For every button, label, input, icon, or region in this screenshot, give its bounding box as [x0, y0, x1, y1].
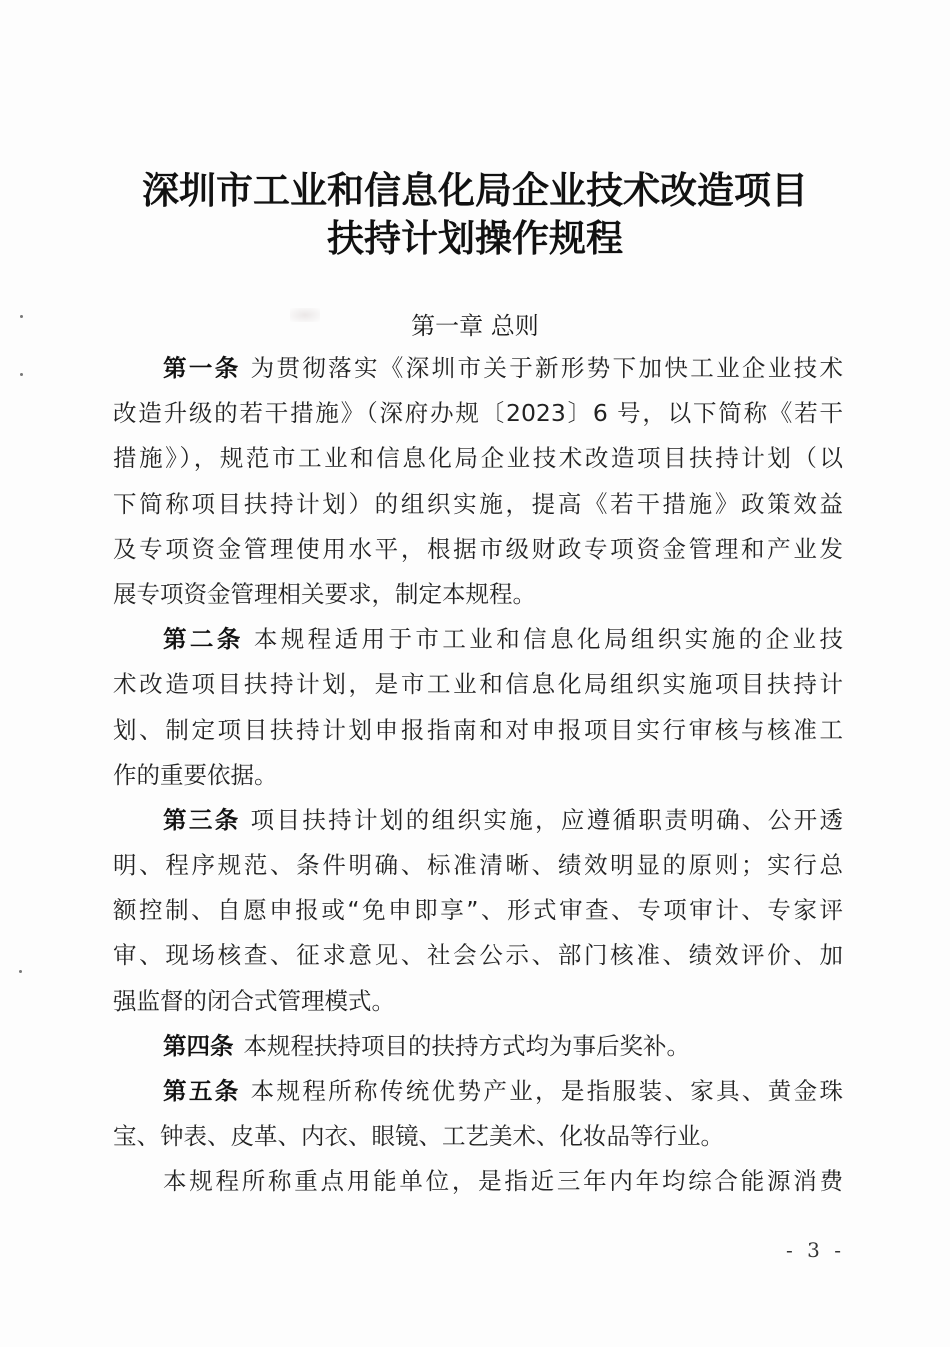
article-4-label: 第四条	[163, 1031, 234, 1060]
article-1-line-2: 改造升级的若干措施》（深府办规〔2023〕6 号，以下简称《若干	[113, 399, 843, 428]
article-1-label: 第一条	[163, 354, 241, 382]
article-1-text: 为贯彻落实《深圳市关于新形势下加快工业企业技术	[250, 354, 844, 382]
article-2-line-1	[113, 617, 843, 662]
article-3-line-1	[113, 798, 843, 843]
article-1-line-5: 及专项资金管理使用水平，根据市级财政专项资金管理和产业发	[113, 534, 843, 563]
article-5-line-1	[113, 1069, 843, 1114]
article-2-line-3: 划、制定项目扶持计划申报指南和对申报项目实行审核与核准工	[113, 715, 843, 744]
article-3-label: 第三条	[163, 805, 241, 834]
article-3-line-4: 审、现场核查、征求意见、社会公示、部门核准、绩效评价、加	[113, 941, 843, 970]
article-4-line-1	[113, 1024, 843, 1069]
article-1-line-4: 下简称项目扶持计划）的组织实施，提高《若干措施》政策效益	[113, 489, 843, 518]
article-3-line-3: 额控制、自愿申报或“免申即享”、形式审查、专项审计、专家评	[113, 896, 843, 925]
page-number: - 3 -	[786, 1238, 845, 1262]
article-5-label: 第五条	[163, 1077, 241, 1105]
chapter-heading: 第一章 总则	[411, 312, 539, 340]
article-3-line-5: 强监督的闭合式管理模式。	[113, 986, 395, 1015]
article-5-text: 本规程所称传统优势产业，是指服装、家具、黄金珠	[250, 1077, 844, 1105]
article-5-line-2: 宝、钟表、皮革、内衣、眼镜、工艺美术、化妆品等行业。	[113, 1122, 724, 1151]
document-title-line-2: 扶持计划操作规程	[327, 216, 623, 260]
article-2-line-2: 术改造项目扶持计划，是市工业和信息化局组织实施项目扶持计	[113, 670, 843, 699]
article-2-line-4: 作的重要依据。	[113, 760, 278, 789]
article-4-text: 本规程扶持项目的扶持方式均为事后奖补。	[243, 1031, 690, 1060]
article-1-line-6: 展专项资金管理相关要求，制定本规程。	[113, 579, 536, 608]
document-body	[113, 346, 843, 1205]
scan-speck	[20, 373, 23, 376]
paragraph-key-energy-units: 本规程所称重点用能单位，是指近三年内年均综合能源消费	[163, 1167, 843, 1196]
article-2-text: 本规程适用于市工业和信息化局组织实施的企业技	[253, 625, 843, 654]
article-2-label: 第二条	[163, 625, 244, 654]
scan-speck	[19, 970, 22, 973]
article-1-line-1	[113, 346, 843, 391]
article-3-line-2: 明、程序规范、条件明确、标准清晰、绩效明显的原则；实行总	[113, 851, 843, 880]
article-3-text: 项目扶持计划的组织实施，应遵循职责明确、公开透	[250, 805, 844, 834]
article-1-line-3: 措施》），规范市工业和信息化局企业技术改造项目扶持计划（以	[113, 444, 843, 473]
document-title-line-1: 深圳市工业和信息化局企业技术改造项目	[142, 168, 808, 212]
